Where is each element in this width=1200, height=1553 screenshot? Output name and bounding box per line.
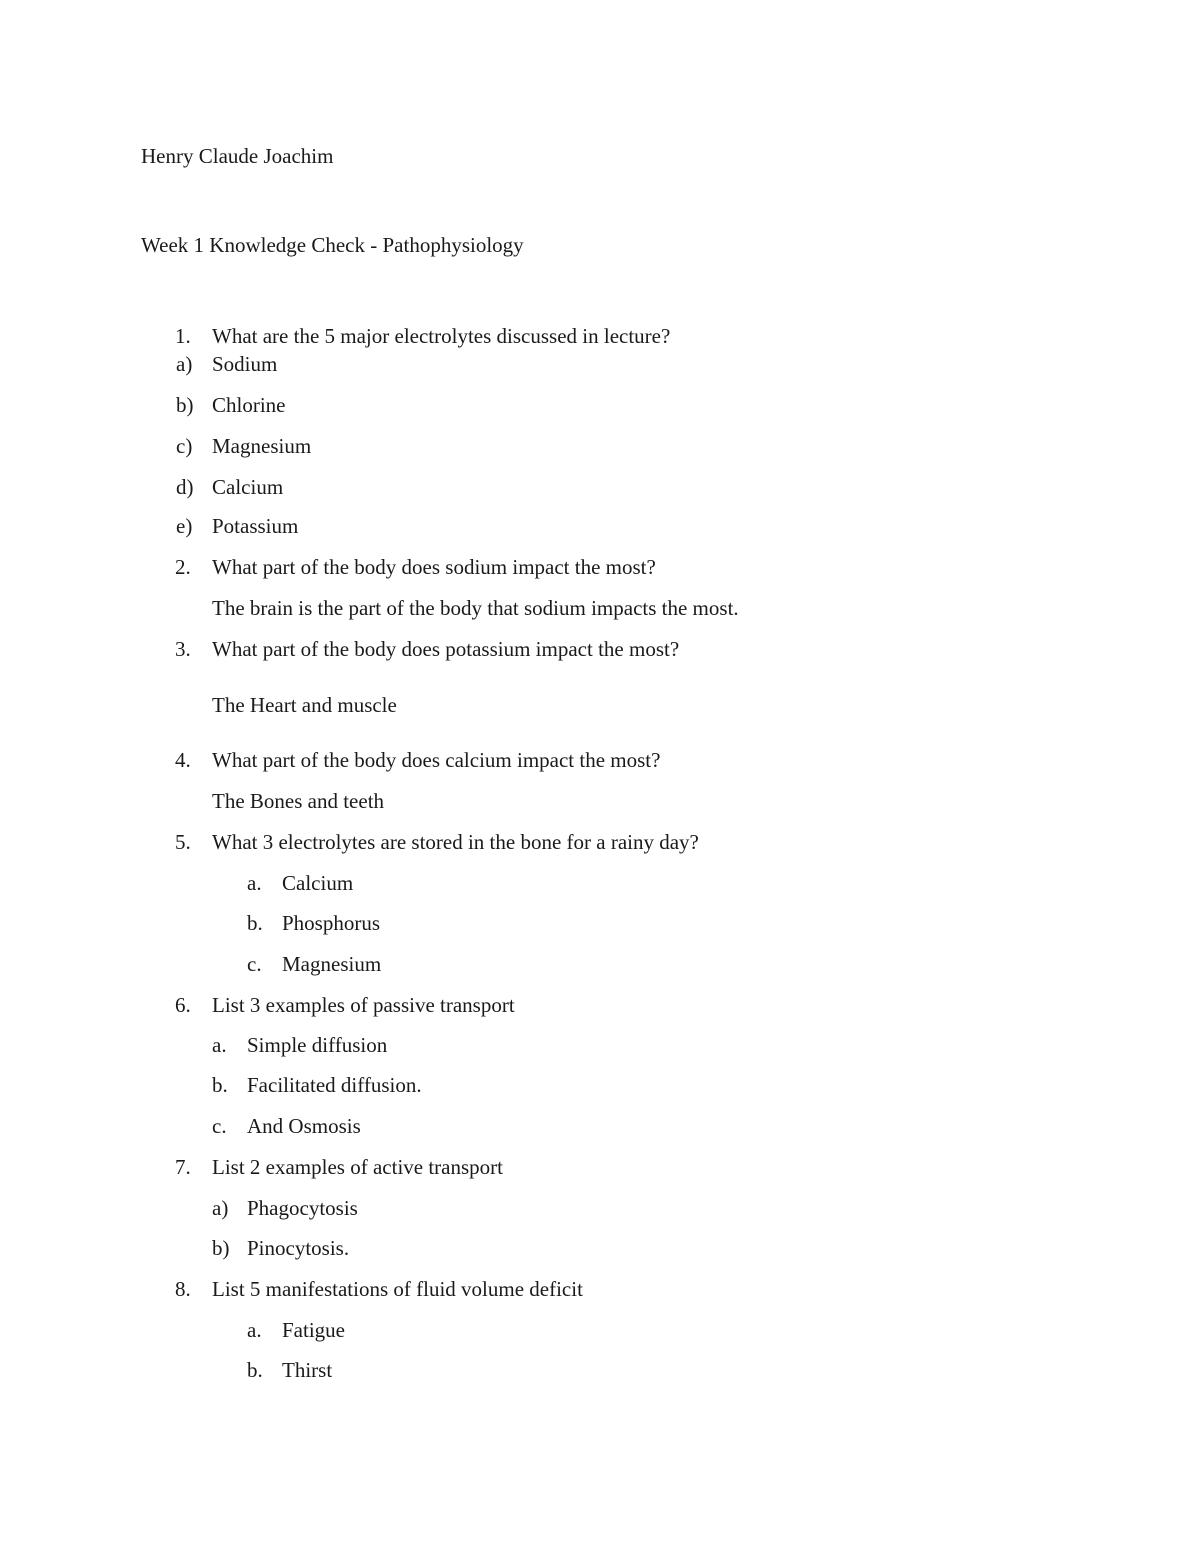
question-text: List 5 manifestations of fluid volume deficit bbox=[212, 1277, 583, 1301]
question-number: 4. bbox=[175, 748, 191, 772]
question-number: 1. bbox=[175, 324, 191, 348]
answer-text: Simple diffusion bbox=[247, 1033, 388, 1057]
answer-text: The Heart and muscle bbox=[212, 693, 397, 717]
answer-text: Thirst bbox=[282, 1358, 333, 1382]
question-number: 7. bbox=[175, 1155, 191, 1179]
answer-text: The brain is the part of the body that sodium impacts the most. bbox=[212, 596, 739, 620]
answer-marker: c) bbox=[176, 434, 193, 458]
answer-text: Facilitated diffusion. bbox=[247, 1073, 422, 1097]
answer-text: Sodium bbox=[212, 352, 278, 376]
answer-text: Phagocytosis bbox=[247, 1196, 358, 1220]
answer-marker: b) bbox=[176, 393, 194, 417]
answer-text: Pinocytosis. bbox=[247, 1236, 350, 1260]
answer-text: Fatigue bbox=[282, 1318, 345, 1342]
answer-marker: b. bbox=[212, 1073, 228, 1097]
answer-text: Magnesium bbox=[212, 434, 312, 458]
question-text: What part of the body does potassium impact the most? bbox=[212, 637, 680, 661]
answer-marker: b. bbox=[247, 911, 263, 935]
question-number: 5. bbox=[175, 830, 191, 854]
answer-text: And Osmosis bbox=[247, 1114, 361, 1138]
answer-text: Chlorine bbox=[212, 393, 286, 417]
question-text: List 3 examples of passive transport bbox=[212, 993, 515, 1017]
answer-text: Calcium bbox=[212, 475, 284, 499]
answer-marker: b. bbox=[247, 1358, 263, 1382]
answer-marker: a) bbox=[176, 352, 193, 376]
question-number: 3. bbox=[175, 637, 191, 661]
answer-marker: d) bbox=[176, 475, 194, 499]
answer-marker: c. bbox=[212, 1114, 227, 1138]
answer-marker: c. bbox=[247, 952, 262, 976]
answer-marker: b) bbox=[212, 1236, 230, 1260]
question-number: 2. bbox=[175, 555, 191, 579]
answer-marker: a. bbox=[212, 1033, 227, 1057]
question-text: What are the 5 major electrolytes discussed in lecture? bbox=[212, 324, 671, 348]
question-text: List 2 examples of active transport bbox=[212, 1155, 503, 1179]
answer-text: The Bones and teeth bbox=[212, 789, 385, 813]
question-text: What part of the body does sodium impact the most? bbox=[212, 555, 656, 579]
answer-marker: a. bbox=[247, 1318, 262, 1342]
author-name: Henry Claude Joachim bbox=[141, 144, 334, 168]
question-text: What 3 electrolytes are stored in the bone for a rainy day? bbox=[212, 830, 699, 854]
answer-text: Calcium bbox=[282, 871, 354, 895]
answer-marker: e) bbox=[176, 514, 193, 538]
answer-marker: a. bbox=[247, 871, 262, 895]
answer-text: Magnesium bbox=[282, 952, 382, 976]
answer-text: Phosphorus bbox=[282, 911, 381, 935]
answer-marker: a) bbox=[212, 1196, 229, 1220]
question-number: 6. bbox=[175, 993, 191, 1017]
answer-text: Potassium bbox=[212, 514, 299, 538]
document-title: Week 1 Knowledge Check - Pathophysiology bbox=[141, 233, 524, 257]
question-number: 8. bbox=[175, 1277, 191, 1301]
question-text: What part of the body does calcium impact the most? bbox=[212, 748, 661, 772]
